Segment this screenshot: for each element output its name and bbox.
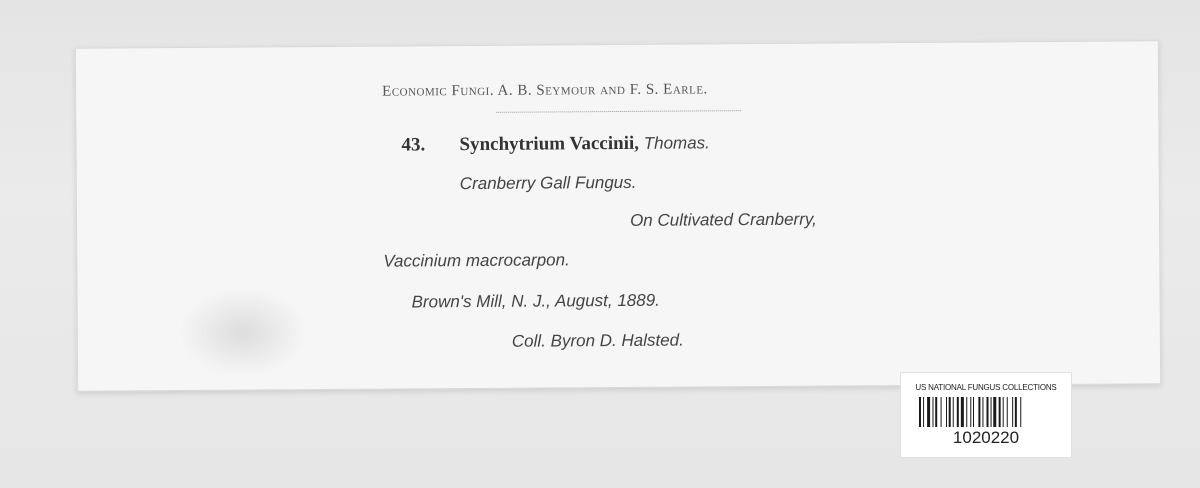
barcode-stripe xyxy=(935,397,937,427)
barcode-stripe xyxy=(993,397,996,427)
species-name xyxy=(459,132,710,156)
barcode-number: 1020220 xyxy=(952,428,1020,447)
barcode-stripe xyxy=(946,397,947,427)
barcode-stripe xyxy=(961,397,964,427)
barcode-stripe xyxy=(1007,397,1008,427)
barcode-stripe xyxy=(953,397,954,427)
barcode-stripe xyxy=(987,397,989,427)
barcode-stripe xyxy=(978,397,980,427)
barcode-stripe xyxy=(933,397,934,427)
barcode-stripe xyxy=(973,397,974,427)
barcode-stripe xyxy=(1015,397,1017,427)
barcode-title: US NATIONAL FUNGUS COLLECTIONS xyxy=(915,383,1057,392)
exsiccata-number: 43. xyxy=(401,134,426,156)
barcode-stripe xyxy=(1003,397,1004,427)
label-header: Economic Fungi. A. B. Seymour and F. S. Earle. xyxy=(382,81,708,100)
stain-mark xyxy=(177,287,308,378)
barcode-stripe xyxy=(1020,397,1021,427)
barcode-bars xyxy=(919,397,1053,427)
common-name: Cranberry Gall Fungus. xyxy=(459,172,637,194)
collector: Coll. Byron D. Halsted. xyxy=(511,330,684,351)
barcode-stripe xyxy=(966,397,967,427)
host-plant: On Cultivated Cranberry, xyxy=(629,209,817,230)
barcode-stripe xyxy=(919,397,921,427)
barcode-stripe xyxy=(923,397,924,427)
locality-date: Brown's Mill, N. J., August, 1889. xyxy=(411,290,660,312)
barcode-stripe xyxy=(949,397,951,427)
barcode-stripe xyxy=(982,397,983,427)
specimen-label xyxy=(75,40,1161,392)
barcode-stripe xyxy=(927,397,930,427)
barcode-stripe xyxy=(991,397,992,427)
barcode-label xyxy=(900,372,1072,458)
barcode-stripe xyxy=(970,397,971,427)
species-binomial: Synchytrium Vaccinii, xyxy=(459,132,640,156)
barcode-stripe xyxy=(1012,397,1013,427)
species-author: Thomas. xyxy=(643,133,710,153)
header-divider xyxy=(496,110,741,113)
barcode-stripe xyxy=(941,397,942,427)
barcode-stripe xyxy=(957,397,959,427)
host-latin-name: Vaccinium macrocarpon. xyxy=(383,250,570,271)
barcode-stripe xyxy=(999,397,1001,427)
